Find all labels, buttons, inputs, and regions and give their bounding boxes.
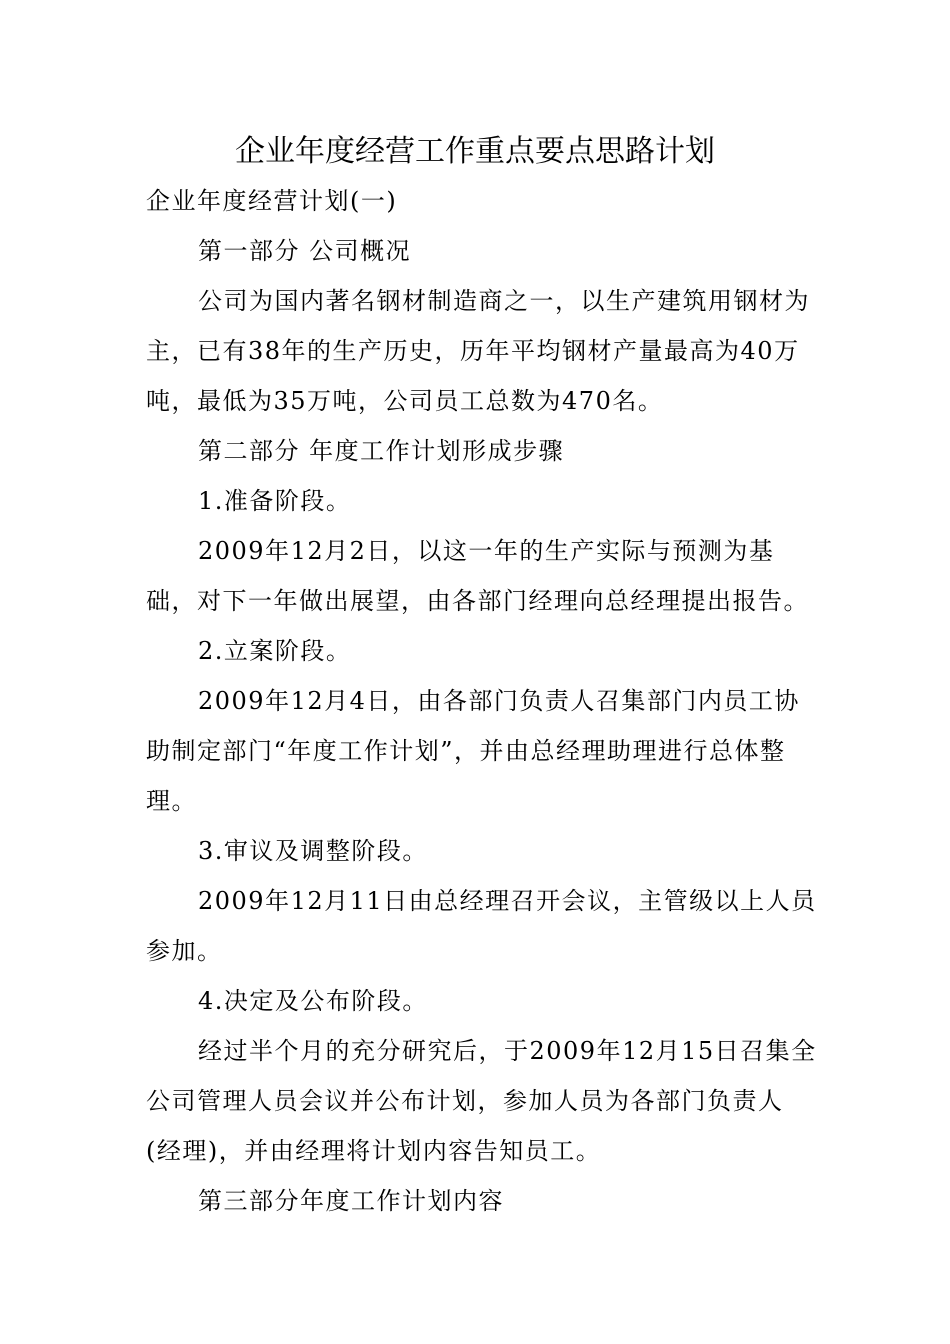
paragraph-prepare: 2009年12月2日，以这一年的生产实际与预测为基础，对下一年做出展望，由各部门经理向总经理提出报告。 — [146, 537, 809, 615]
paragraph-company-overview: 公司为国内著名钢材制造商之一，以生产建筑用钢材为主，已有38年的生产历史，历年平均钢材产量最高为40万吨，最低为35万吨，公司员工总数为470名。 — [146, 287, 810, 415]
document-subtitle: 企业年度经营计划(一) — [146, 187, 398, 215]
document-body — [146, 176, 818, 1226]
section-heading-plan-content: 第三部分年度工作计划内容 — [198, 1187, 504, 1215]
document-title: 企业年度经营工作重点要点思路计划 — [235, 134, 715, 169]
step-heading-review: 3.审议及调整阶段。 — [198, 837, 428, 865]
section-heading-plan-steps: 第二部分 年度工作计划形成步骤 — [198, 437, 565, 465]
step-heading-filing: 2.立案阶段。 — [198, 637, 352, 665]
section-heading-overview: 第一部分 公司概况 — [198, 237, 412, 265]
paragraph-filing: 2009年12月4日，由各部门负责人召集部门内员工协助制定部门“年度工作计划”，并由总经理助理进行总体整理。 — [146, 687, 800, 815]
paragraph-review: 2009年12月11日由总经理召开会议，主管级以上人员参加。 — [146, 887, 817, 965]
step-heading-decision: 4.决定及公布阶段。 — [198, 987, 428, 1015]
paragraph-decision: 经过半个月的充分研究后，于2009年12月15日召集全公司管理人员会议并公布计划，参加人员为各部门负责人(经理)，并由经理将计划内容告知员工。 — [146, 1037, 817, 1165]
step-heading-prepare: 1.准备阶段。 — [198, 487, 352, 515]
